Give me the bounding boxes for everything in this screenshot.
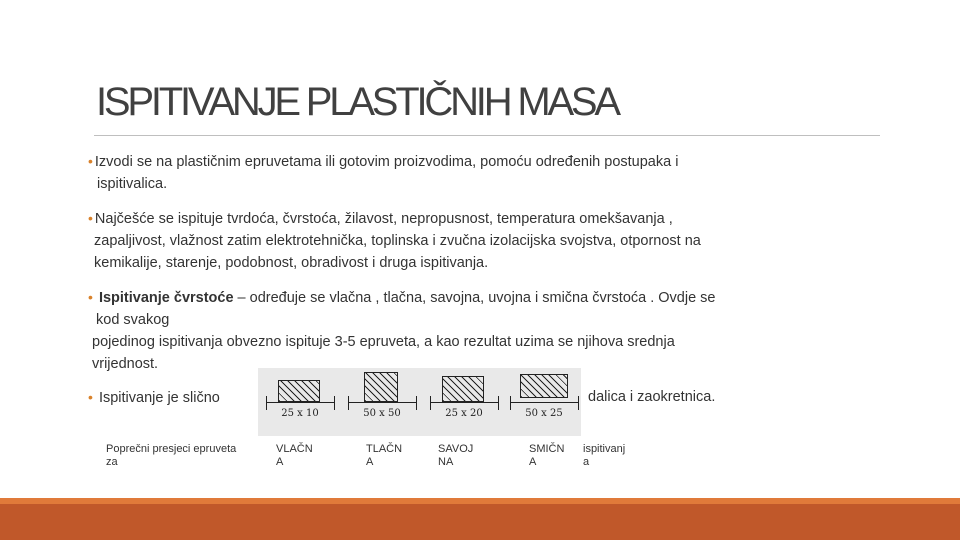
caption-line-2: a xyxy=(583,456,590,468)
specimen-cross-sections-image xyxy=(258,368,581,436)
page-title: ISPITIVANJE PLASTIČNIH MASA xyxy=(96,80,618,124)
specimen-2 xyxy=(344,368,419,436)
bullet-2-line-1: Najčešće se ispituje tvrdoća, čvrstoća, žilavost, nepropusnost, temperatura omekšavanja , xyxy=(94,211,673,227)
caption-line-2: A xyxy=(366,456,374,468)
caption-line-1: VLAČN xyxy=(276,443,313,455)
dimension-line xyxy=(510,402,578,403)
hatched-section-icon xyxy=(520,374,568,398)
caption-ispitivanja xyxy=(583,443,625,469)
caption-line-1: SMIČN xyxy=(529,443,565,455)
bullet-dot-icon: • xyxy=(88,389,93,405)
caption-vlacna xyxy=(276,443,313,469)
caption-line-1: ispitivanj xyxy=(583,443,626,455)
title-divider xyxy=(94,135,880,136)
footer-accent-stripe xyxy=(0,498,960,504)
bullet-3-line-2: kod svakog xyxy=(96,312,170,328)
caption-line-1: SAVOJ xyxy=(438,443,474,455)
bullet-3 xyxy=(88,286,878,375)
dimension-line xyxy=(348,402,416,403)
caption-line-1: TLAČN xyxy=(366,443,403,455)
bullet-dot-icon: • xyxy=(88,210,93,226)
bullet-dot-icon: • xyxy=(88,153,93,169)
bullet-3-line-4: vrijednost. xyxy=(92,356,159,372)
specimen-2-dims: 50 x 50 xyxy=(363,408,401,419)
bullet-2 xyxy=(88,207,858,274)
bullet-2-line-3: kemikalije, starenje, podobnost, obradivost i druga ispitivanja. xyxy=(94,255,489,271)
caption-line-2: A xyxy=(276,456,284,468)
caption-cross-sections xyxy=(106,443,236,469)
specimen-1 xyxy=(262,368,337,436)
specimen-3-dims: 25 x 20 xyxy=(445,408,483,419)
footer-accent-bar xyxy=(0,498,960,540)
hatched-section-icon xyxy=(364,372,398,402)
caption-line-2: A xyxy=(529,456,537,468)
specimen-4 xyxy=(506,368,581,436)
caption-line-2: za xyxy=(106,456,118,468)
specimen-1-dims: 25 x 10 xyxy=(281,408,319,419)
bullet-1-line-1: Izvodi se na plastičnim epruvetama ili gotovim proizvodima, pomoću određenih postupaka i xyxy=(94,154,679,170)
specimen-3 xyxy=(426,368,501,436)
bullet-4-start: Ispitivanje je slično xyxy=(98,390,220,406)
hatched-section-icon xyxy=(278,380,320,402)
dimension-line xyxy=(430,402,498,403)
bullet-1 xyxy=(88,150,848,195)
bullet-4-end: dalica i zaokretnica. xyxy=(588,389,716,405)
bullet-1-line-2: ispitivalica. xyxy=(97,176,168,192)
bullet-3-bold: Ispitivanje čvrstoće xyxy=(98,290,234,306)
bullet-2-line-2: zapaljivost, vlažnost zatim elektrotehnička, toplinska i zvučna izolacijska svojstva, otpornost na xyxy=(94,233,701,249)
bullet-4 xyxy=(88,386,220,409)
hatched-section-icon xyxy=(442,376,484,402)
caption-tlacna xyxy=(366,443,402,469)
caption-line-1: Poprečni presjeci epruveta xyxy=(106,443,237,455)
bullet-dot-icon: • xyxy=(88,289,93,305)
specimen-4-dims: 50 x 25 xyxy=(525,408,563,419)
caption-smicna xyxy=(529,443,564,469)
bullet-3-line-3: pojedinog ispitivanja obvezno ispituje 3-5 epruveta, a kao rezultat uzima se njihova srednja xyxy=(92,334,675,350)
dimension-line xyxy=(266,402,334,403)
caption-savojna xyxy=(438,443,473,469)
caption-line-2: NA xyxy=(438,456,454,468)
bullet-3-line-1: – određuje se vlačna , tlačna, savojna, uvojna i smična čvrstoća . Ovdje se xyxy=(233,290,716,306)
